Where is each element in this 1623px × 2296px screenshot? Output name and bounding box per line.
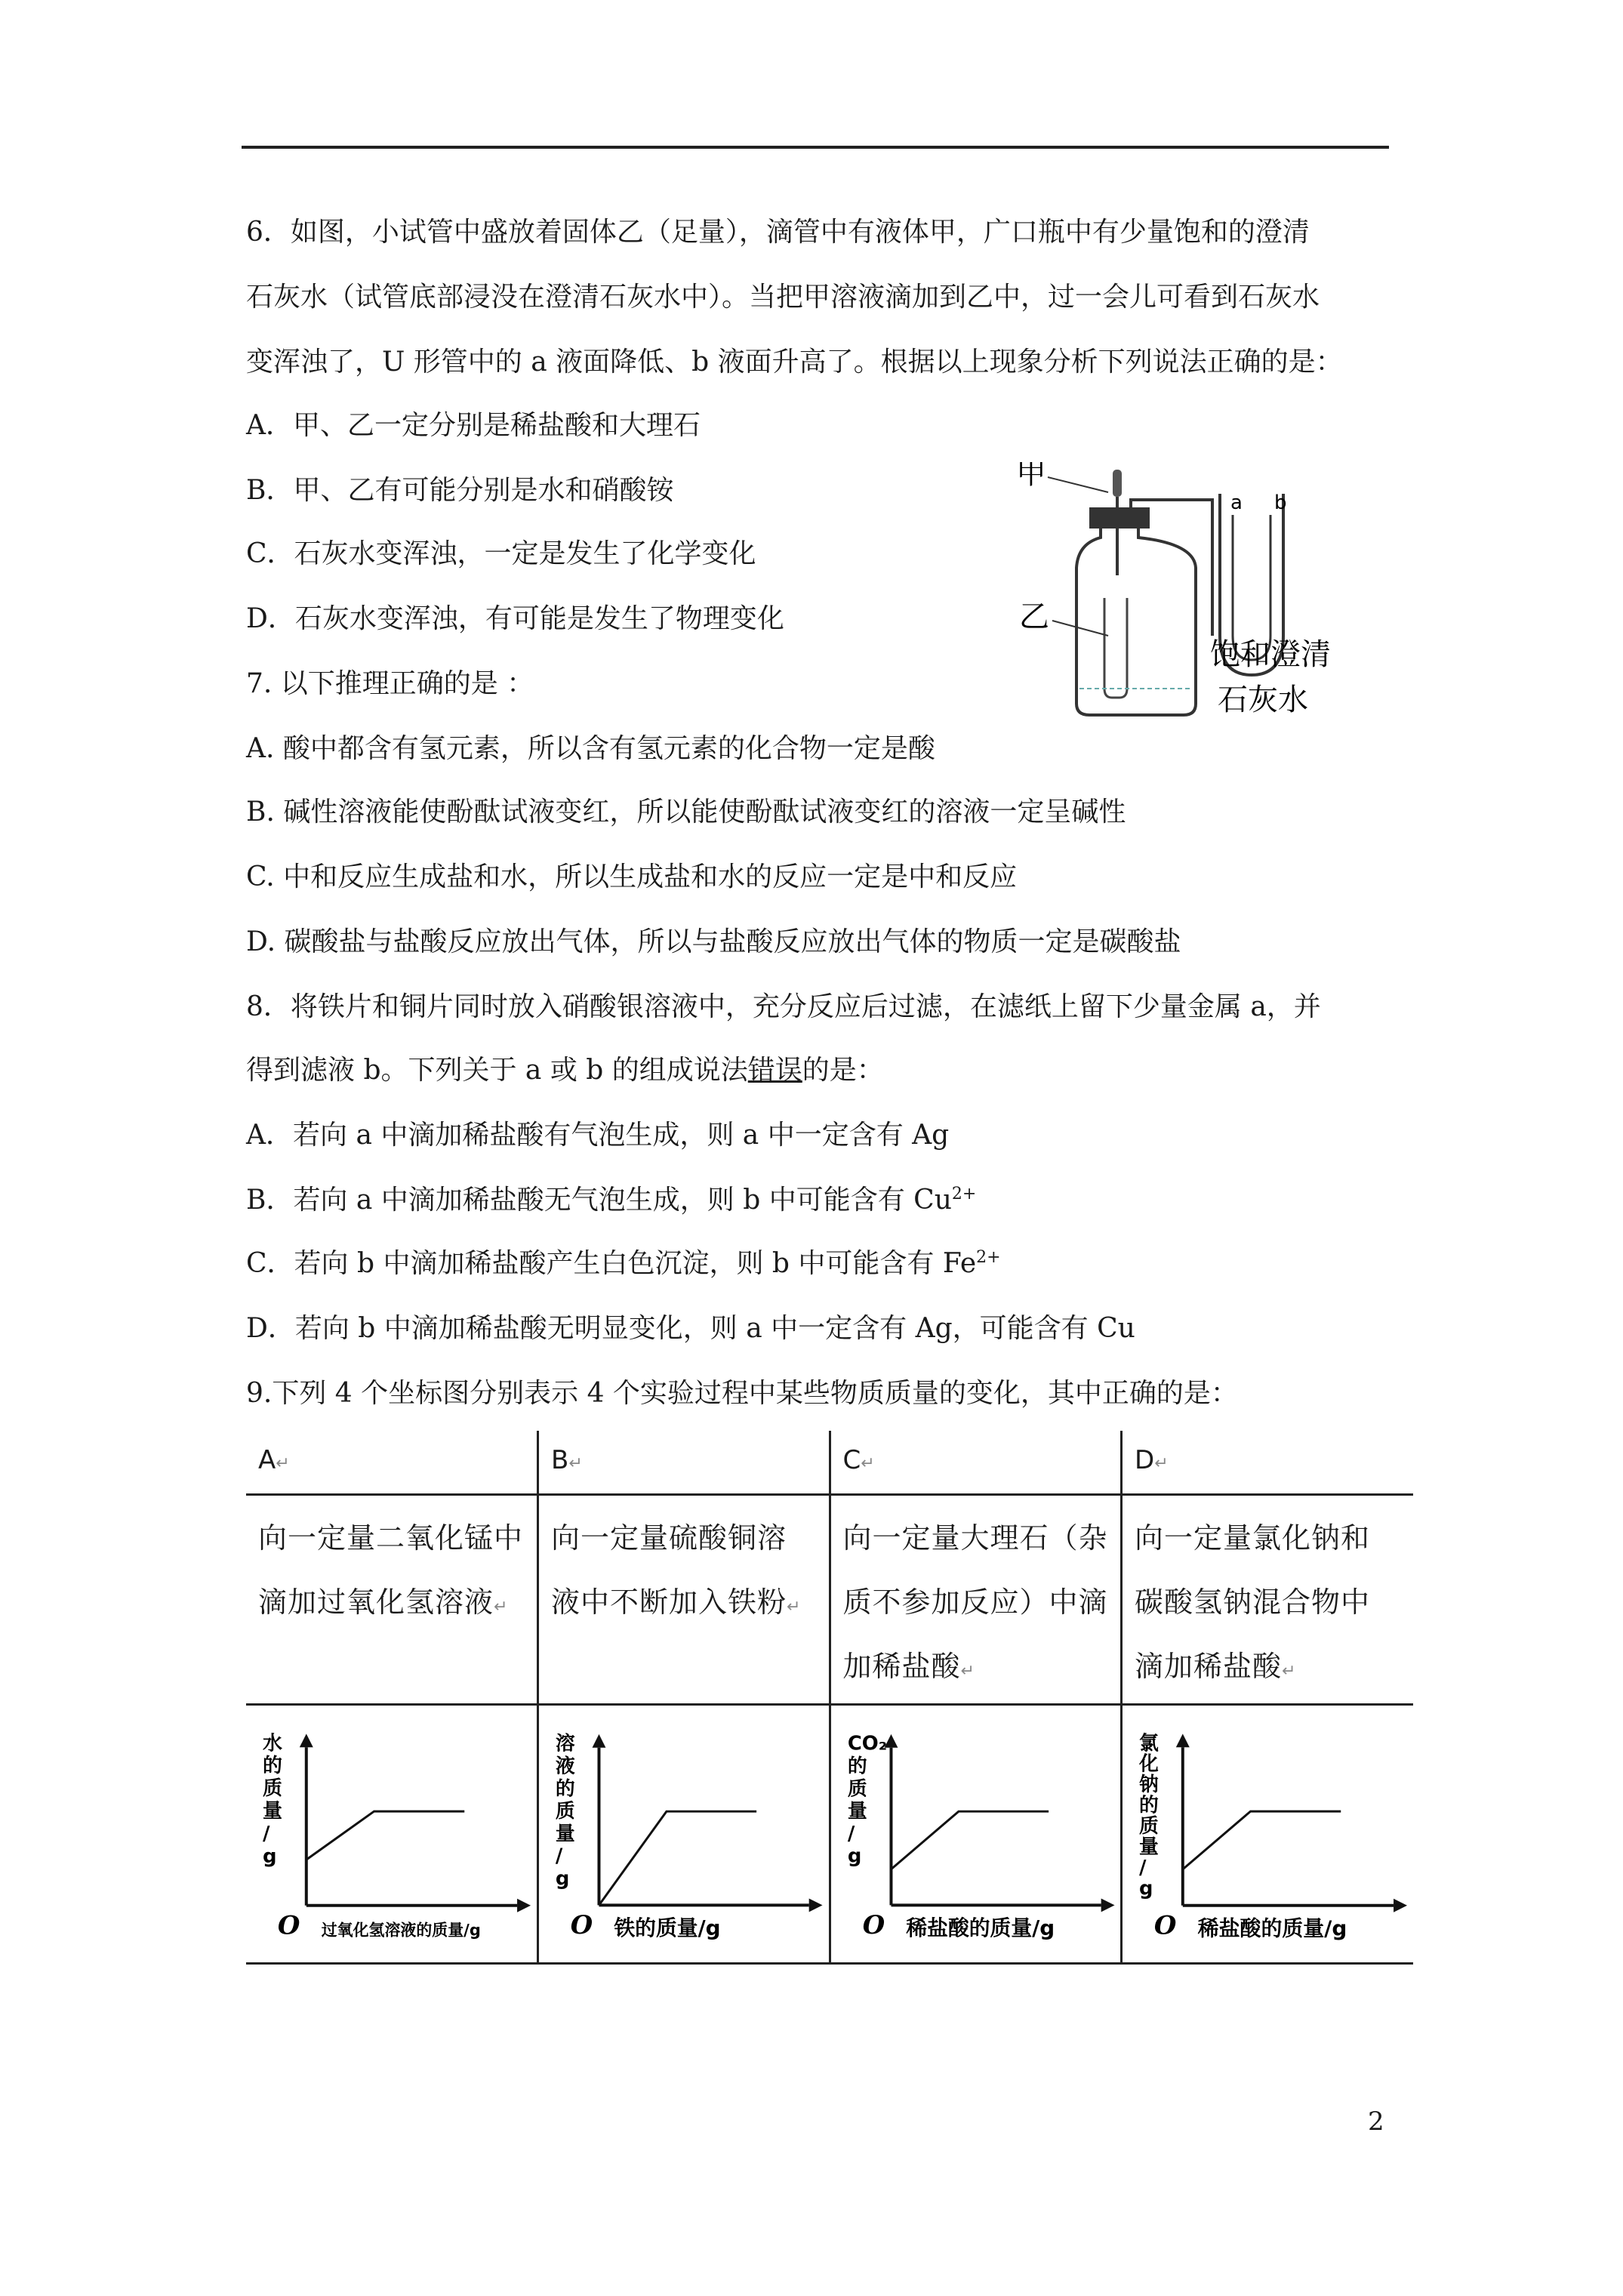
x-axis-label: 过氧化氢溶液的质量/g	[321, 1921, 481, 1940]
desc-line: 向一定量二氧化锰中	[258, 1521, 524, 1555]
origin-label: O	[277, 1909, 300, 1940]
origin-label: O	[1153, 1909, 1177, 1940]
q8-option-b-text: B．若向 a 中滴加稀盐酸无气泡生成，则 b 中可能含有 Cu	[246, 1185, 952, 1216]
q9-col-b-desc	[538, 1495, 830, 1705]
y-axis-label-char: 量	[847, 1800, 867, 1823]
q9-col-a-desc	[246, 1495, 538, 1705]
q8-option-a: A．若向 a 中滴加稀盐酸有气泡生成，则 a 中一定含有 Ag	[246, 1120, 950, 1151]
label-jia: 甲	[1018, 462, 1046, 491]
y-axis-label-char: 的	[1138, 1794, 1159, 1817]
return-mark: ↵	[861, 1454, 875, 1473]
q6-option-d: D．石灰水变浑浊，有可能是发生了物理变化	[246, 603, 784, 634]
x-axis-label: 稀盐酸的质量/g	[905, 1915, 1055, 1941]
y-axis-label-char: 的	[555, 1777, 575, 1801]
q8-option-b	[246, 1184, 976, 1217]
return-mark: ↵	[494, 1598, 509, 1616]
y-axis-arrow	[1176, 1734, 1190, 1747]
x-axis-arrow	[1394, 1899, 1407, 1912]
y-axis-label-char: 液	[555, 1755, 575, 1778]
y-axis-label-char: 溶	[555, 1732, 575, 1755]
q9-col-d-graph	[1122, 1705, 1414, 1964]
q7-option-b: B. 碱性溶液能使酚酞试液变红，所以能使酚酞试液变红的溶液一定呈碱性	[246, 797, 1126, 827]
desc-line	[1135, 1635, 1401, 1703]
trend-line	[1183, 1811, 1341, 1869]
label-limewater-2: 石灰水	[1218, 683, 1308, 717]
q8-stem-underlined: 错误	[747, 1055, 802, 1086]
y-axis-label-char: 量	[262, 1800, 282, 1823]
desc-line: 碳酸氢钠混合物中	[1135, 1586, 1371, 1619]
q9-col-a-graph	[246, 1705, 538, 1964]
q6-stem-line-2: 石灰水（试管底部浸没在澄清石灰水中）。当把甲溶液滴加到乙中，过一会儿可看到石灰水	[246, 282, 1320, 313]
q8-option-c	[246, 1247, 1001, 1281]
q9-col-c-label	[830, 1431, 1122, 1495]
q9-col-c-graph	[830, 1705, 1122, 1964]
label-yi: 乙	[1019, 599, 1049, 634]
trend-line	[891, 1811, 1049, 1869]
desc-line	[258, 1570, 525, 1639]
trend-line	[599, 1811, 756, 1905]
label-limewater-1: 饱和澄清	[1210, 637, 1331, 672]
label-yi-leader	[1052, 621, 1108, 636]
return-mark: ↵	[1282, 1662, 1297, 1681]
y-axis-label-char: /	[262, 1822, 270, 1845]
q9-desc-row	[246, 1495, 1413, 1705]
y-axis-label-char: 的	[262, 1755, 282, 1778]
q8-option-d: D．若向 b 中滴加稀盐酸无明显变化，则 a 中一定含有 Ag，可能含有 Cu	[246, 1313, 1135, 1344]
header-rule	[242, 146, 1389, 149]
stopper	[1089, 507, 1150, 529]
desc-line: 质不参加反应）中滴	[842, 1586, 1108, 1619]
y-axis-label-char: 量	[1138, 1835, 1159, 1859]
y-axis-label-char: 的	[847, 1755, 867, 1778]
x-axis-arrow	[517, 1899, 531, 1912]
q9-stem: 9.下列 4 个坐标图分别表示 4 个实验过程中某些物质质量的变化，其中正确的是：	[246, 1378, 1238, 1409]
q9-col-d-desc	[1122, 1495, 1414, 1705]
q7-option-a: A. 酸中都含有氢元素，所以含有氢元素的化合物一定是酸	[246, 733, 935, 764]
desc-line	[551, 1570, 817, 1639]
q9-col-b-label	[538, 1431, 830, 1495]
q6-stem-line-1: 6．如图，小试管中盛放着固体乙（足量），滴管中有液体甲，广口瓶中有少量饱和的澄清	[246, 217, 1310, 248]
graph-b	[539, 1706, 829, 1962]
x-axis-arrow	[809, 1898, 823, 1912]
q9-col-c-desc	[830, 1495, 1122, 1705]
y-axis-label-char: g	[1138, 1877, 1153, 1900]
y-axis-label-char: 钠	[1138, 1774, 1159, 1797]
q9-col-b-graph	[538, 1705, 830, 1964]
desc-text: 滴加稀盐酸	[1135, 1650, 1283, 1683]
q8-option-b-sup: 2+	[951, 1185, 977, 1203]
return-mark: ↵	[1154, 1454, 1169, 1473]
desc-line: 向一定量氯化钠和	[1135, 1521, 1371, 1555]
option-label: B	[551, 1445, 569, 1475]
wide-mouth-bottle	[1076, 529, 1196, 715]
desc-line: 向一定量硫酸铜溶	[551, 1521, 787, 1555]
return-mark: ↵	[276, 1454, 290, 1473]
y-axis-label-char: 氯	[1138, 1732, 1159, 1755]
option-label: D	[1135, 1445, 1155, 1475]
y-axis-label-char: /	[555, 1845, 563, 1868]
desc-text: 液中不断加入铁粉	[551, 1586, 787, 1619]
q6-option-b: B．甲、乙有可能分别是水和硝酸铵	[246, 475, 674, 506]
y-axis-label-char: CO₂	[847, 1732, 887, 1755]
x-axis-arrow	[1101, 1898, 1114, 1912]
origin-label: O	[862, 1909, 885, 1940]
return-mark: ↵	[960, 1662, 975, 1681]
trend-line	[306, 1811, 464, 1860]
q8-stem-line-1: 8．将铁片和铜片同时放入硝酸银溶液中，充分反应后过滤，在滤纸上留下少量金属 a，并	[246, 991, 1321, 1022]
q8-stem-post: 的是：	[802, 1055, 884, 1086]
q9-col-a-label	[246, 1431, 538, 1495]
desc-line	[843, 1635, 1109, 1703]
y-axis-label-char: g	[262, 1845, 277, 1868]
graph-c	[831, 1706, 1121, 1962]
y-axis-label-char: 量	[555, 1822, 575, 1845]
label-jia-leader	[1048, 477, 1108, 492]
y-axis-label-char: 质	[262, 1777, 282, 1801]
y-axis-label-char: 水	[262, 1732, 282, 1755]
q8-option-c-sup: 2+	[976, 1248, 1001, 1267]
q9-options-table	[246, 1431, 1413, 1965]
origin-label: O	[570, 1909, 593, 1940]
q7-option-d: D. 碳酸盐与盐酸反应放出气体，所以与盐酸反应放出气体的物质一定是碳酸盐	[246, 926, 1181, 957]
x-axis-label: 铁的质量/g	[614, 1915, 721, 1941]
return-mark: ↵	[568, 1454, 583, 1473]
q9-label-row	[246, 1431, 1413, 1495]
page-number: 2	[1368, 2106, 1384, 2137]
q9-col-d-label	[1122, 1431, 1414, 1495]
y-axis-label-char: /	[847, 1822, 855, 1845]
q9-graph-row	[246, 1705, 1413, 1964]
y-axis-label-char: /	[1138, 1856, 1147, 1879]
graph-d	[1123, 1706, 1413, 1962]
q7-stem: 7. 以下推理正确的是 ：	[246, 668, 534, 699]
graph-a	[246, 1706, 537, 1962]
desc-line: 向一定量大理石（杂	[842, 1521, 1108, 1555]
desc-text: 滴加过氧化氢溶液	[258, 1586, 494, 1619]
q6-stem-line-3: 变浑浊了，U 形管中的 a 液面降低、b 液面升高了。根据以上现象分析下列说法正确的是：	[246, 347, 1343, 378]
y-axis-label-char: 质	[555, 1800, 575, 1823]
y-axis-label-char: 质	[1138, 1815, 1159, 1838]
y-axis-arrow	[300, 1734, 313, 1747]
small-test-tube	[1104, 598, 1127, 698]
q7-option-c: C. 中和反应生成盐和水，所以生成盐和水的反应一定是中和反应	[246, 861, 1018, 892]
q8-stem-line-2	[246, 1054, 884, 1087]
q6-apparatus-figure	[1018, 462, 1372, 728]
x-axis-label: 稀盐酸的质量/g	[1197, 1915, 1347, 1941]
y-axis-label-char: g	[555, 1867, 570, 1891]
q8-stem-pre: 得到滤液 b。下列关于 a 或 b 的组成说法	[246, 1055, 748, 1086]
desc-text: 加稀盐酸	[842, 1650, 961, 1683]
q6-option-a: A．甲、乙一定分别是稀盐酸和大理石	[246, 410, 701, 441]
y-axis-label-char: 化	[1138, 1752, 1159, 1776]
q6-option-c: C．石灰水变浑浊，一定是发生了化学变化	[246, 538, 756, 569]
label-a: a	[1230, 492, 1243, 514]
option-label: A	[258, 1445, 276, 1475]
label-b: b	[1274, 492, 1287, 514]
q8-option-c-text: C．若向 b 中滴加稀盐酸产生白色沉淀，则 b 中可能含有 Fe	[246, 1248, 977, 1279]
y-axis-label-char: g	[847, 1845, 861, 1868]
apparatus-diagram	[1018, 462, 1372, 728]
y-axis-arrow	[593, 1734, 606, 1748]
dropper-bulb	[1113, 470, 1122, 497]
return-mark: ↵	[787, 1598, 802, 1616]
option-label: C	[842, 1445, 861, 1475]
y-axis-label-char: 质	[847, 1777, 867, 1801]
